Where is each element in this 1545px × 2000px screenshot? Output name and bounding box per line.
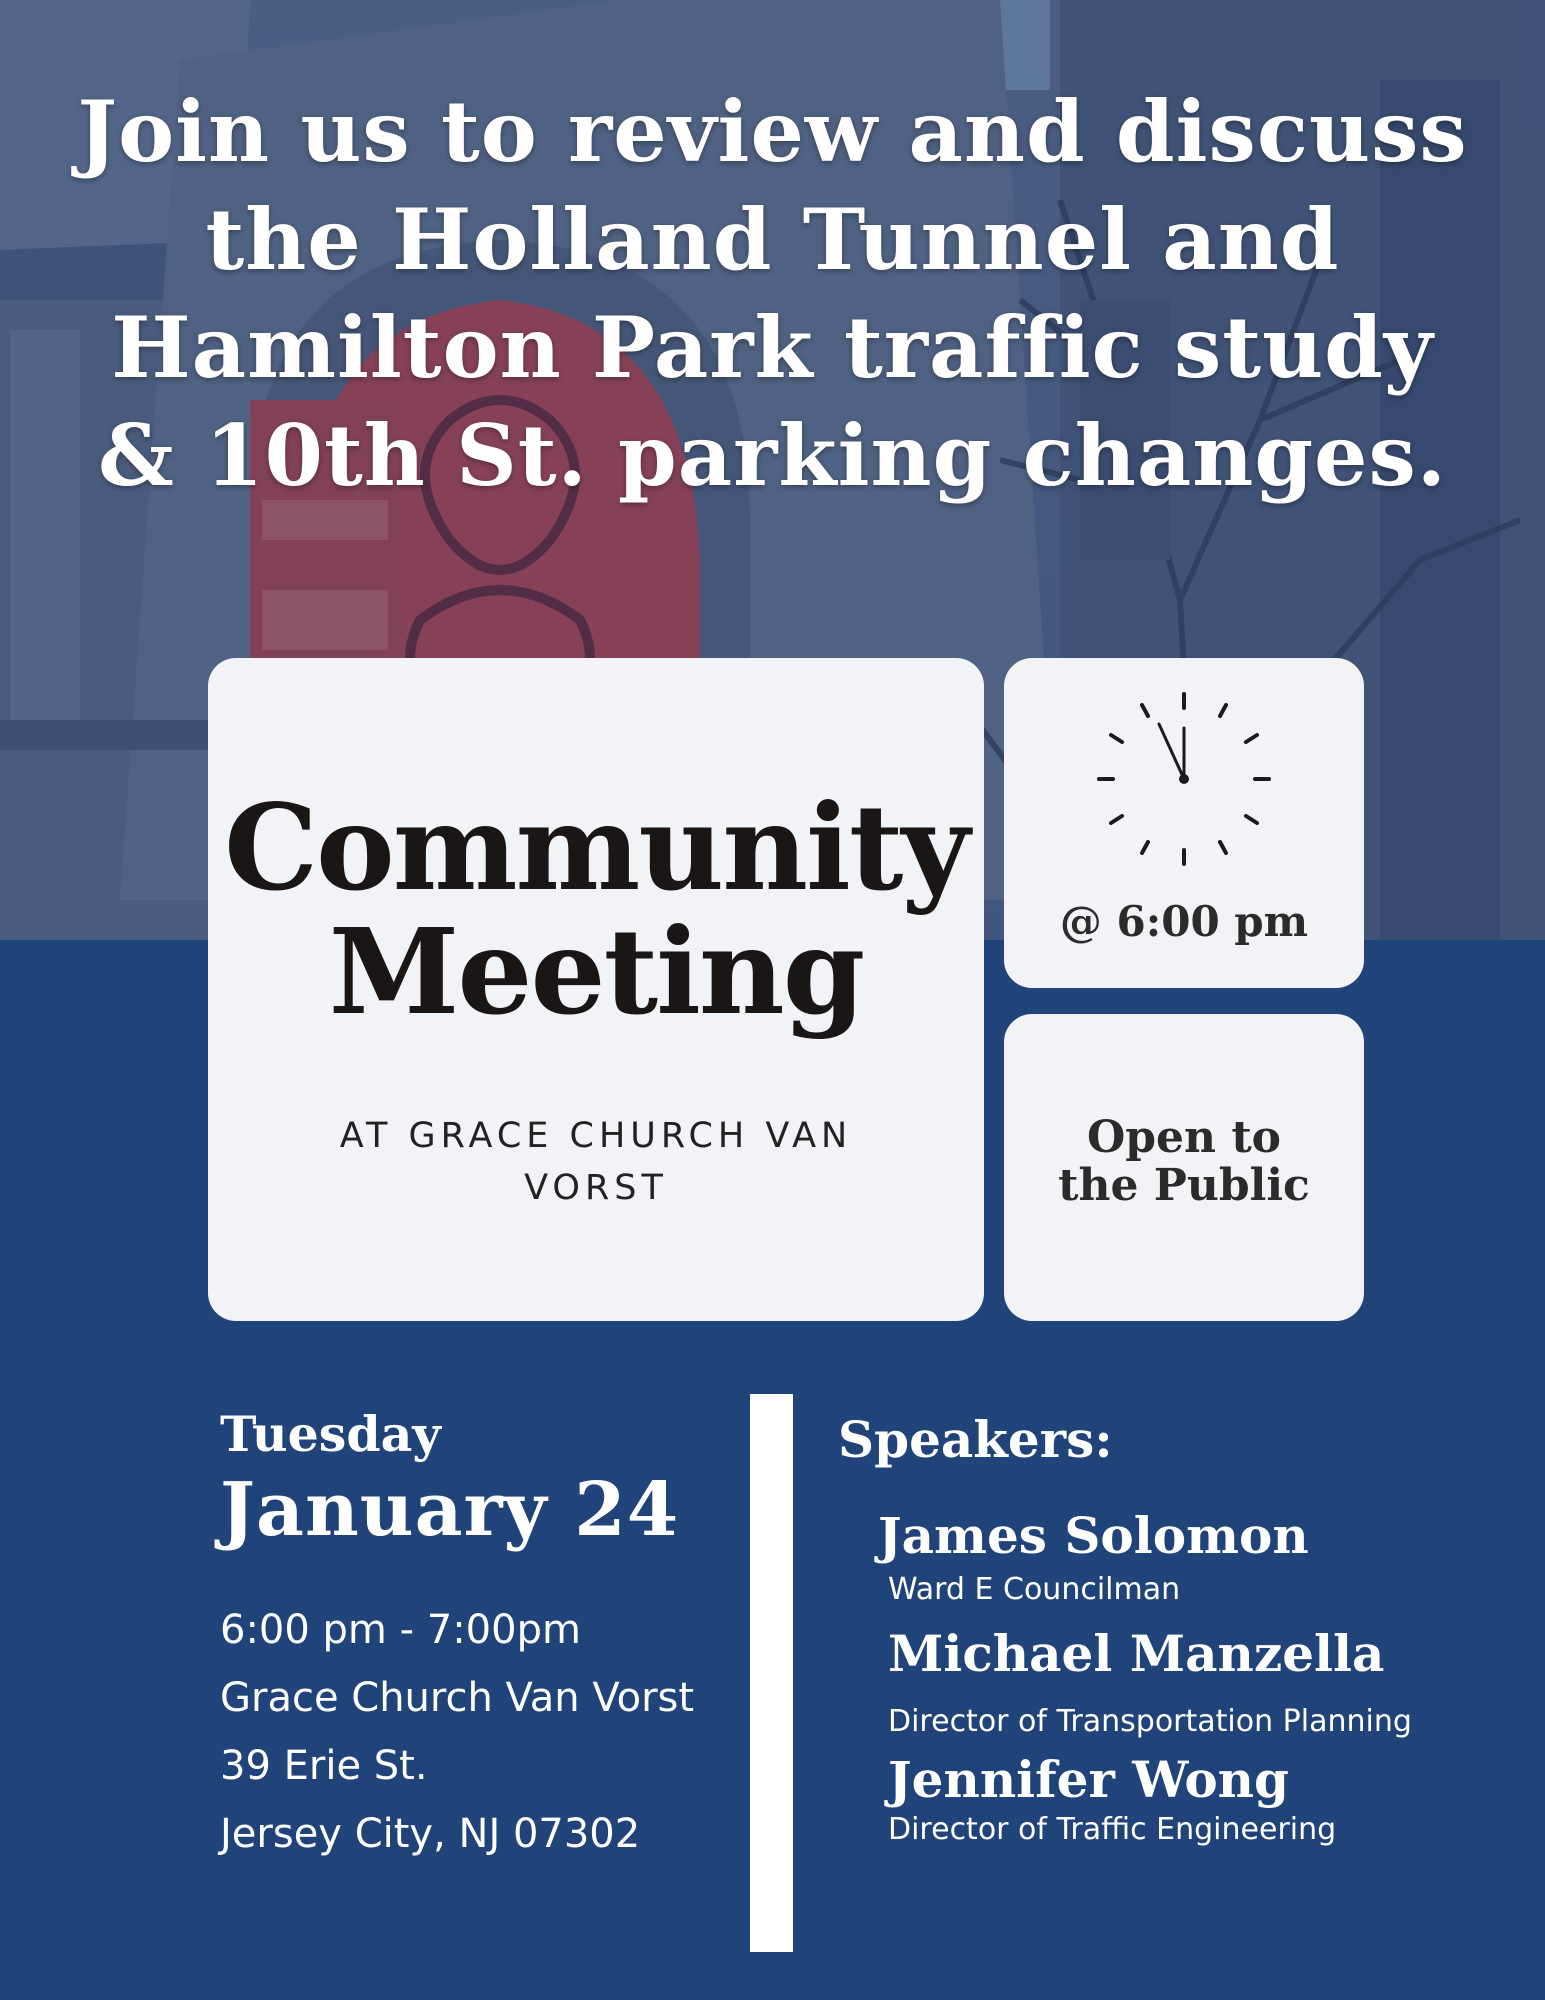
speaker-role: Director of Transportation Planning — [888, 1704, 1412, 1739]
event-details — [220, 1404, 740, 1868]
public-card — [1004, 1014, 1364, 1321]
time-card — [1004, 658, 1364, 988]
speakers-section — [838, 1410, 1518, 1850]
speakers-heading: Speakers: — [838, 1410, 1113, 1469]
public-notice-line2: the Public — [1058, 1160, 1310, 1211]
meeting-title-line1: Community — [224, 778, 968, 917]
event-city: Jersey City, NJ 07302 — [220, 1811, 641, 1857]
event-street: 39 Erie St. — [220, 1743, 428, 1789]
speaker-role: Director of Traffic Engineering — [888, 1812, 1337, 1847]
event-time-range: 6:00 pm - 7:00pm — [220, 1607, 581, 1653]
speaker-name: Michael Manzella — [888, 1624, 1385, 1683]
speaker-role: Ward E Councilman — [888, 1572, 1181, 1607]
headline: Join us to review and discuss the Holland Tunnel and Hamilton Park traffic study & 10th St. parking changes. — [77, 82, 1468, 505]
event-date: January 24 — [220, 1467, 680, 1553]
speaker-name: James Solomon — [878, 1506, 1309, 1565]
meeting-time: @ 6:00 pm — [1059, 897, 1309, 946]
venue-subtitle-line2: VORST — [524, 1168, 668, 1208]
event-venue: Grace Church Van Vorst — [220, 1675, 695, 1721]
event-weekday: Tuesday — [220, 1405, 441, 1463]
meeting-card — [208, 658, 984, 1321]
event-detail-lines — [220, 1596, 740, 1868]
public-notice-line1: Open to — [1086, 1112, 1282, 1163]
meeting-title — [208, 778, 984, 1041]
speaker-name: Jennifer Wong — [888, 1750, 1289, 1809]
venue-subtitle-line1: AT GRACE CHURCH VAN — [339, 1116, 853, 1156]
clock-icon — [1093, 688, 1275, 870]
public-notice — [1024, 1114, 1344, 1210]
venue-subtitle — [308, 1110, 884, 1214]
meeting-title-line2: Meeting — [328, 902, 864, 1041]
column-divider — [750, 1394, 793, 1952]
